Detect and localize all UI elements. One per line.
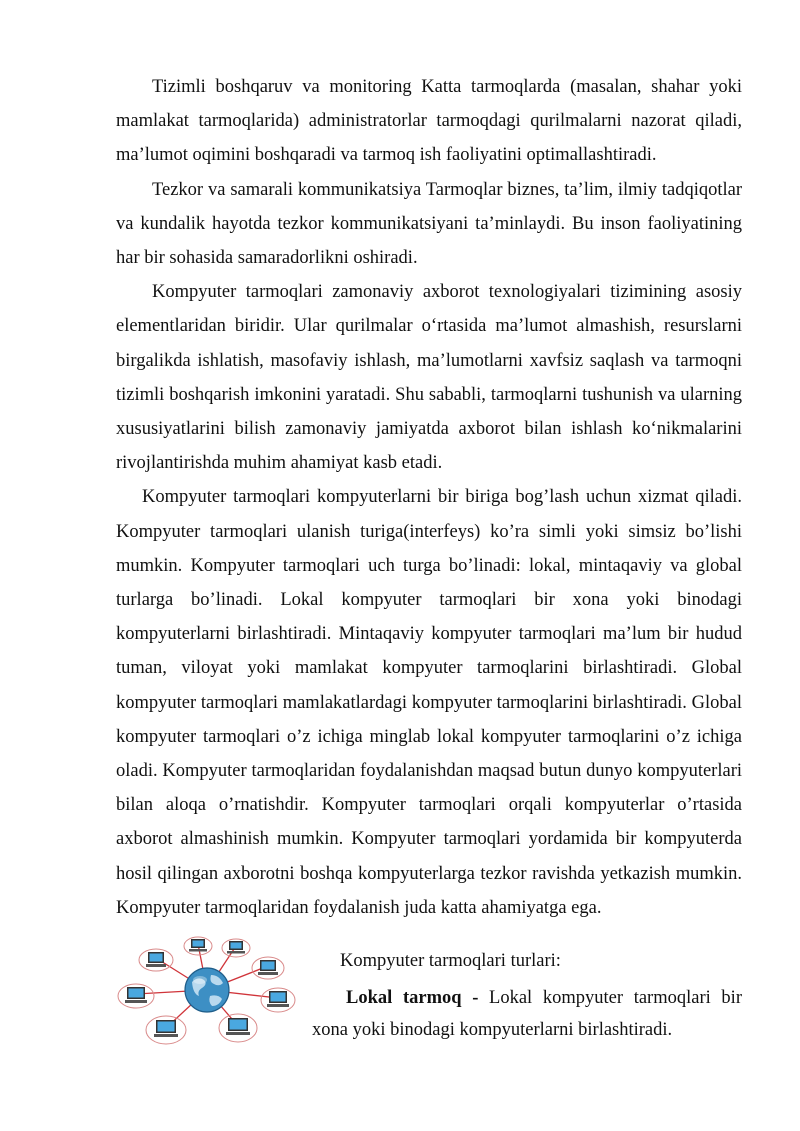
lokal-text: Lokal kompyuter tarmoqlari bir xona yoki binodagi kompyuterlarni birlashtiradi. [312,988,742,1040]
network-globe-icon [112,930,302,1060]
paragraph-network-types: Kompyuter tarmoqlari kompyuterlarni bir biriga bog’lash uchun xizmat qiladi. Kompyuter tarmoqlari ulanish turiga(interfeys) ko’ra simli yoki simsiz bo’lishi mumkin. Kompyuter tarmoqlari uch turga bo’linadi: lokal, mintaqaviy va global turlarga bo’linadi. Lokal kompyuter tarmoqlari bir xona yoki binodagi kompyuterlarni birlashtiradi. Mintaqaviy kompyuter tarmoqlari ma’lum bir hudud tuman, viloyat yoki mamlakat kompyuter tarmoqlarini birlashtiradi. Global kompyuter tarmoqlari mamlakatlardagi kompyuter tarmoqlarini birlashtiradi. Global kompyuter tarmoqlari o’z ichiga minglab lokal kompyuter tarmoqlarini o’z ichiga oladi. Kompyuter tarmoqlaridan foydalanishdan maqsad butun dunyo kompyuterlari bilan aloqa o’rnatishdir. Kompyuter tarmoqlari orqali kompyuterlar o’rtasida axborot almashinish mumkin. Kompyuter tarmoqlari yordamida bir kompyuterda hosil qilingan axborotni boshqa kompyuterlarga tezkor ravishda yetkazish mumkin. Kompyuter tarmoqlaridan foydalanish juda katta ahamiyatga ega. [116,487,742,918]
network-types-section [112,930,752,1060]
paragraph-monitoring: Tizimli boshqaruv va monitoring Katta tarmoqlarda (masalan, shahar yoki mamlakat tarmoqlarida) administratorlar tarmoqdagi qurilmalarni nazorat qiladi, ma’lumot oqimini boshqaradi va tarmoq ish faoliyatini optimallashtiradi. [116,77,742,166]
paragraph-lokal-network [312,982,742,1046]
paragraph-networks-intro: Kompyuter tarmoqlari zamonaviy axborot texnologiyalari tizimining asosiy elementlaridan biridir. Ular qurilmalar o‘rtasida ma’lumot almashish, resurslarni birgalikda ishlatish, masofaviy ishlash, ma’lumotlarni xavfsiz saqlash va tarmoqni tizimli boshqarish imkonini yaratadi. Shu sababli, tarmoqlarni tushunish va ularning xususiyatlarini bilish zamonaviy jamiyatda axborot bilan ishlash ko‘nikmalarini rivojlantirishda muhim ahamiyat kasb etadi. [116,282,742,474]
body-text [116,70,742,925]
lokal-term: Lokal tarmoq - [346,988,479,1008]
paragraph-communication: Tezkor va samarali kommunikatsiya Tarmoqlar biznes, ta’lim, ilmiy tadqiqotlar va kundalik hayotda tezkor kommunikatsiyani ta’minlaydi. Bu inson faoliyatining har bir sohasida samaradorlikni oshiradi. [116,179,742,269]
section-heading: Kompyuter tarmoqlari turlari: [340,951,561,971]
